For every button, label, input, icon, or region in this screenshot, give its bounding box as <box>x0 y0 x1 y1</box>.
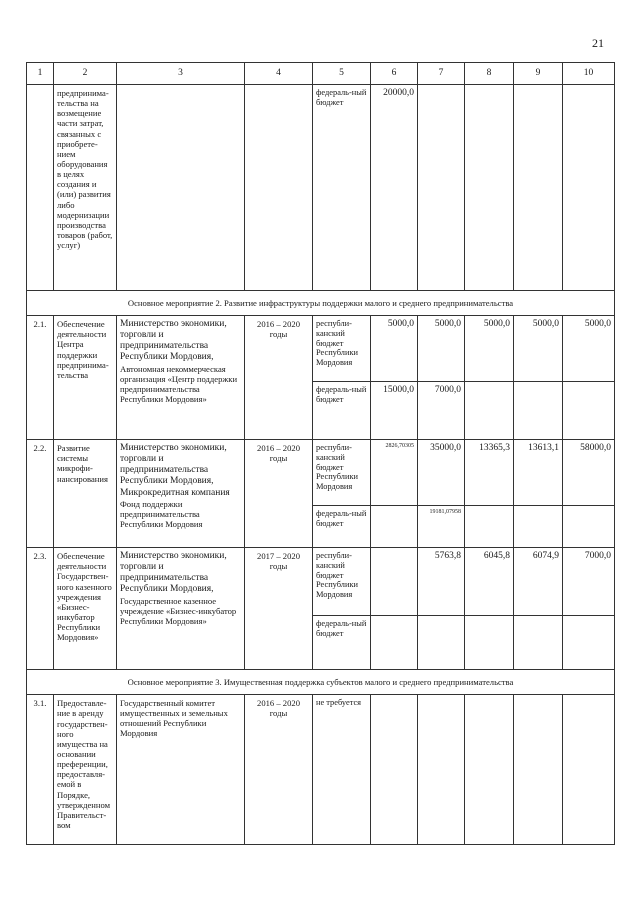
row-number: 2.3. <box>27 548 54 670</box>
value-cell <box>465 382 514 440</box>
value-cell: 58000,0 <box>563 440 615 506</box>
executor-main: Государственный комитет имущественных и земельных отношений Республики Мордовия <box>120 698 228 739</box>
row-number <box>27 85 54 291</box>
executor-main: Министерство экономики, торговли и предпринимательства Республики Мордовия, <box>120 319 227 363</box>
value-cell: 5000,0 <box>563 316 615 382</box>
row-number: 2.1. <box>27 316 54 440</box>
value-cell <box>563 616 615 670</box>
value-cell <box>563 382 615 440</box>
value-cell: 5000,0 <box>371 316 418 382</box>
row-number: 2.2. <box>27 440 54 548</box>
measure-name: Развитие системы микрофи-нансирования <box>54 440 117 548</box>
column-header: 5 <box>313 63 371 85</box>
table-row <box>27 695 615 845</box>
funding-source: республи-канский бюджет Республики Мордовия <box>313 548 371 616</box>
page-number: 21 <box>592 36 604 50</box>
executor-extra: Государственное казенное учреждение «Бизнес-инкубатор Республики Мордовия» <box>120 595 237 626</box>
funding-source: республи-канский бюджет Республики Мордовия <box>313 316 371 382</box>
funding-source: федераль-ный бюджет <box>313 382 371 440</box>
value-cell <box>514 382 563 440</box>
value-cell <box>563 695 615 845</box>
table-row <box>27 440 615 506</box>
row-number: 3.1. <box>27 695 54 845</box>
section-heading-row <box>27 291 615 316</box>
value-cell: 15000,0 <box>371 382 418 440</box>
program-table-wrapper <box>26 62 614 845</box>
table-row-continuation <box>27 85 615 291</box>
section-heading: Основное мероприятие 3. Имущественная поддержка субъектов малого и среднего предпринимательства <box>27 670 615 695</box>
executor <box>117 440 245 548</box>
value-cell <box>418 616 465 670</box>
executor-extra: Фонд поддержки предпринимательства Республики Мордовия <box>120 498 203 529</box>
value-cell <box>418 695 465 845</box>
funding-source: федераль-ный бюджет <box>313 85 371 291</box>
measure-name: Обеспечение деятельности Государствен-ного казенного учреждения «Бизнес-инкубатор Республики Мордовия» <box>54 548 117 670</box>
measure-name: предпринима-тельства на возмещение части затрат, связанных с приобрете-нием оборудования в целях создания и (или) развития либо модернизации производства товаров (работ, услуг) <box>54 85 117 291</box>
funding-source: республи-канский бюджет Республики Мордовия <box>313 440 371 506</box>
value-cell <box>465 616 514 670</box>
column-header: 3 <box>117 63 245 85</box>
value-cell: 2826,70305 <box>371 440 418 506</box>
value-cell <box>465 85 514 291</box>
executor-main: Министерство экономики, торговли и предпринимательства Республики Мордовия, <box>120 551 227 595</box>
value-cell <box>371 548 418 616</box>
measure-name: Обеспечение деятельности Центра поддержки предпринима-тельства <box>54 316 117 440</box>
value-cell <box>371 695 418 845</box>
value-cell: 7000,0 <box>418 382 465 440</box>
column-header: 2 <box>54 63 117 85</box>
value-cell: 6045,8 <box>465 548 514 616</box>
column-header: 7 <box>418 63 465 85</box>
executor-main: Министерство экономики, торговли и предпринимательства Республики Мордовия, Микрокредитная компания <box>120 443 230 498</box>
table-row <box>27 316 615 382</box>
column-header: 1 <box>27 63 54 85</box>
value-cell: 7000,0 <box>563 548 615 616</box>
period: 2016 – 2020 годы <box>245 316 313 440</box>
column-header: 4 <box>245 63 313 85</box>
executor <box>117 695 245 845</box>
value-cell: 5000,0 <box>418 316 465 382</box>
value-cell <box>514 695 563 845</box>
value-cell <box>514 616 563 670</box>
value-cell <box>563 85 615 291</box>
funding-source: федераль-ный бюджет <box>313 506 371 548</box>
value-cell <box>465 695 514 845</box>
value-cell <box>514 506 563 548</box>
period: 2016 – 2020 годы <box>245 440 313 548</box>
program-table <box>26 62 615 845</box>
value-cell: 20000,0 <box>371 85 418 291</box>
value-cell: 19181,07958 <box>418 506 465 548</box>
executor <box>117 316 245 440</box>
value-cell <box>563 506 615 548</box>
executor-extra: Автономная некоммерческая организация «Центр поддержки предпринимательства Республики Мордовия» <box>120 363 238 404</box>
value-cell <box>371 506 418 548</box>
value-cell: 6074,9 <box>514 548 563 616</box>
table-header-row <box>27 63 615 85</box>
value-cell <box>465 506 514 548</box>
executor <box>117 85 245 291</box>
value-cell: 5000,0 <box>465 316 514 382</box>
value-cell: 13365,3 <box>465 440 514 506</box>
column-header: 10 <box>563 63 615 85</box>
period: 2016 – 2020 годы <box>245 695 313 845</box>
section-heading-row <box>27 670 615 695</box>
column-header: 6 <box>371 63 418 85</box>
value-cell: 5000,0 <box>514 316 563 382</box>
column-header: 8 <box>465 63 514 85</box>
column-header: 9 <box>514 63 563 85</box>
value-cell: 13613,1 <box>514 440 563 506</box>
value-cell <box>514 85 563 291</box>
value-cell: 5763,8 <box>418 548 465 616</box>
funding-source: федераль-ный бюджет <box>313 616 371 670</box>
section-heading: Основное мероприятие 2. Развитие инфраструктуры поддержки малого и среднего предпринимательства <box>27 291 615 316</box>
value-cell: 35000,0 <box>418 440 465 506</box>
funding-source: не требуется <box>313 695 371 845</box>
measure-name: Предоставле-ние в аренду государствен-ного имущества на основании преференции, предоставля-емой в Порядке, утвержденном Правительст-вом <box>54 695 117 845</box>
period: 2017 – 2020 годы <box>245 548 313 670</box>
table-row <box>27 548 615 616</box>
period <box>245 85 313 291</box>
value-cell <box>371 616 418 670</box>
executor <box>117 548 245 670</box>
value-cell <box>418 85 465 291</box>
